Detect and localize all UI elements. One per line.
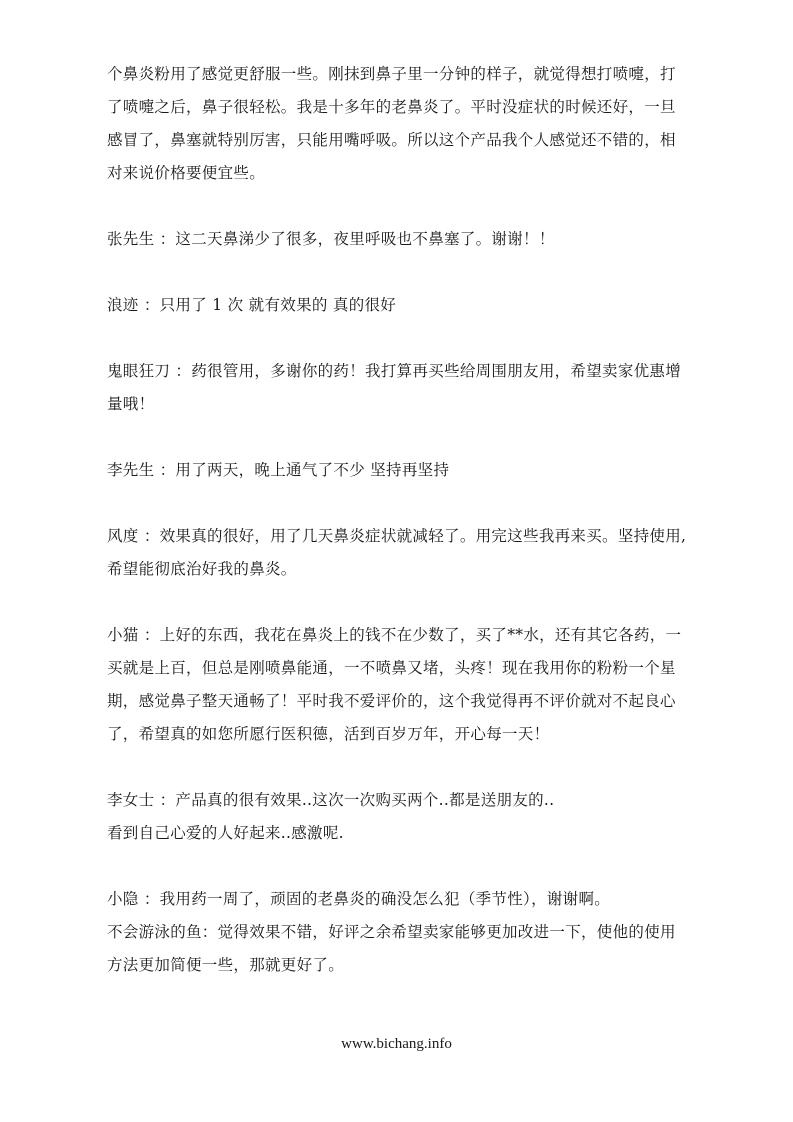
review-paragraph bbox=[107, 784, 687, 850]
text-line: 方法更加简便一些，那就更好了。 bbox=[107, 956, 345, 974]
review-paragraph bbox=[107, 355, 687, 421]
review-paragraph bbox=[107, 223, 687, 256]
text-line: 个鼻炎粉用了感觉更舒服一些。刚抹到鼻子里一分钟的样子，就觉得想打喷嚏，打 bbox=[107, 65, 676, 83]
review-paragraph bbox=[107, 58, 687, 190]
text-line: 李先生 ：用了两天，晚上通气了不少 坚持再坚持 bbox=[107, 461, 450, 479]
footer-url: www.bichang.info bbox=[341, 1036, 452, 1052]
text-line: 小隐 ：我用药一周了，顽固的老鼻炎的确没怎么犯（季节性），谢谢啊。 bbox=[107, 890, 611, 908]
text-line: 小猫 ：上好的东西，我花在鼻炎上的钱不在少数了，买了**水，还有其它各药，一 bbox=[107, 626, 682, 644]
text-line: 浪迹 ：只用了 1 次 就有效果的 真的很好 bbox=[107, 296, 397, 314]
review-paragraph bbox=[107, 883, 687, 982]
text-line: 李女士 ：产品真的很有效果..这次一次购买两个..都是送朋友的.. bbox=[107, 791, 555, 809]
text-line: 对来说价格要便宜些。 bbox=[107, 164, 266, 182]
text-line: 风度 ：效果真的很好，用了几天鼻炎症状就减轻了。用完这些我再来买。坚持使用, bbox=[107, 527, 687, 545]
review-paragraph bbox=[107, 289, 687, 322]
text-line: 期，感觉鼻子整天通畅了！平时我不爱评价的，这个我觉得再不评价就对不起良心 bbox=[107, 692, 676, 710]
review-list bbox=[107, 58, 687, 982]
text-line: 张先生 ：这二天鼻涕少了很多，夜里呼吸也不鼻塞了。谢谢！！ bbox=[107, 230, 555, 248]
review-paragraph bbox=[107, 454, 687, 487]
review-paragraph bbox=[107, 619, 687, 751]
text-line: 不会游泳的鱼：觉得效果不错，好评之余希望卖家能够更加改进一下，使他的使用 bbox=[107, 923, 676, 941]
text-line: 希望能彻底治好我的鼻炎。 bbox=[107, 560, 297, 578]
text-line: 量哦！ bbox=[107, 395, 155, 413]
text-line: 鬼眼狂刀 ：药很管用，多谢你的药！我打算再买些给周围朋友用，希望卖家优惠增 bbox=[107, 362, 682, 380]
text-line: 看到自己心爱的人好起来..感激呢. bbox=[107, 824, 344, 842]
text-line: 了，希望真的如您所愿行医积德，活到百岁万年，开心每一天！ bbox=[107, 725, 550, 743]
text-line: 感冒了，鼻塞就特别厉害，只能用嘴呼吸。所以这个产品我个人感觉还不错的，相 bbox=[107, 131, 676, 149]
text-line: 买就是上百，但总是刚喷鼻能通，一不喷鼻又堵，头疼！现在我用你的粉粉一个星 bbox=[107, 659, 676, 677]
text-line: 了喷嚏之后，鼻子很轻松。我是十多年的老鼻炎了。平时没症状的时候还好，一旦 bbox=[107, 98, 676, 116]
review-paragraph bbox=[107, 520, 687, 586]
